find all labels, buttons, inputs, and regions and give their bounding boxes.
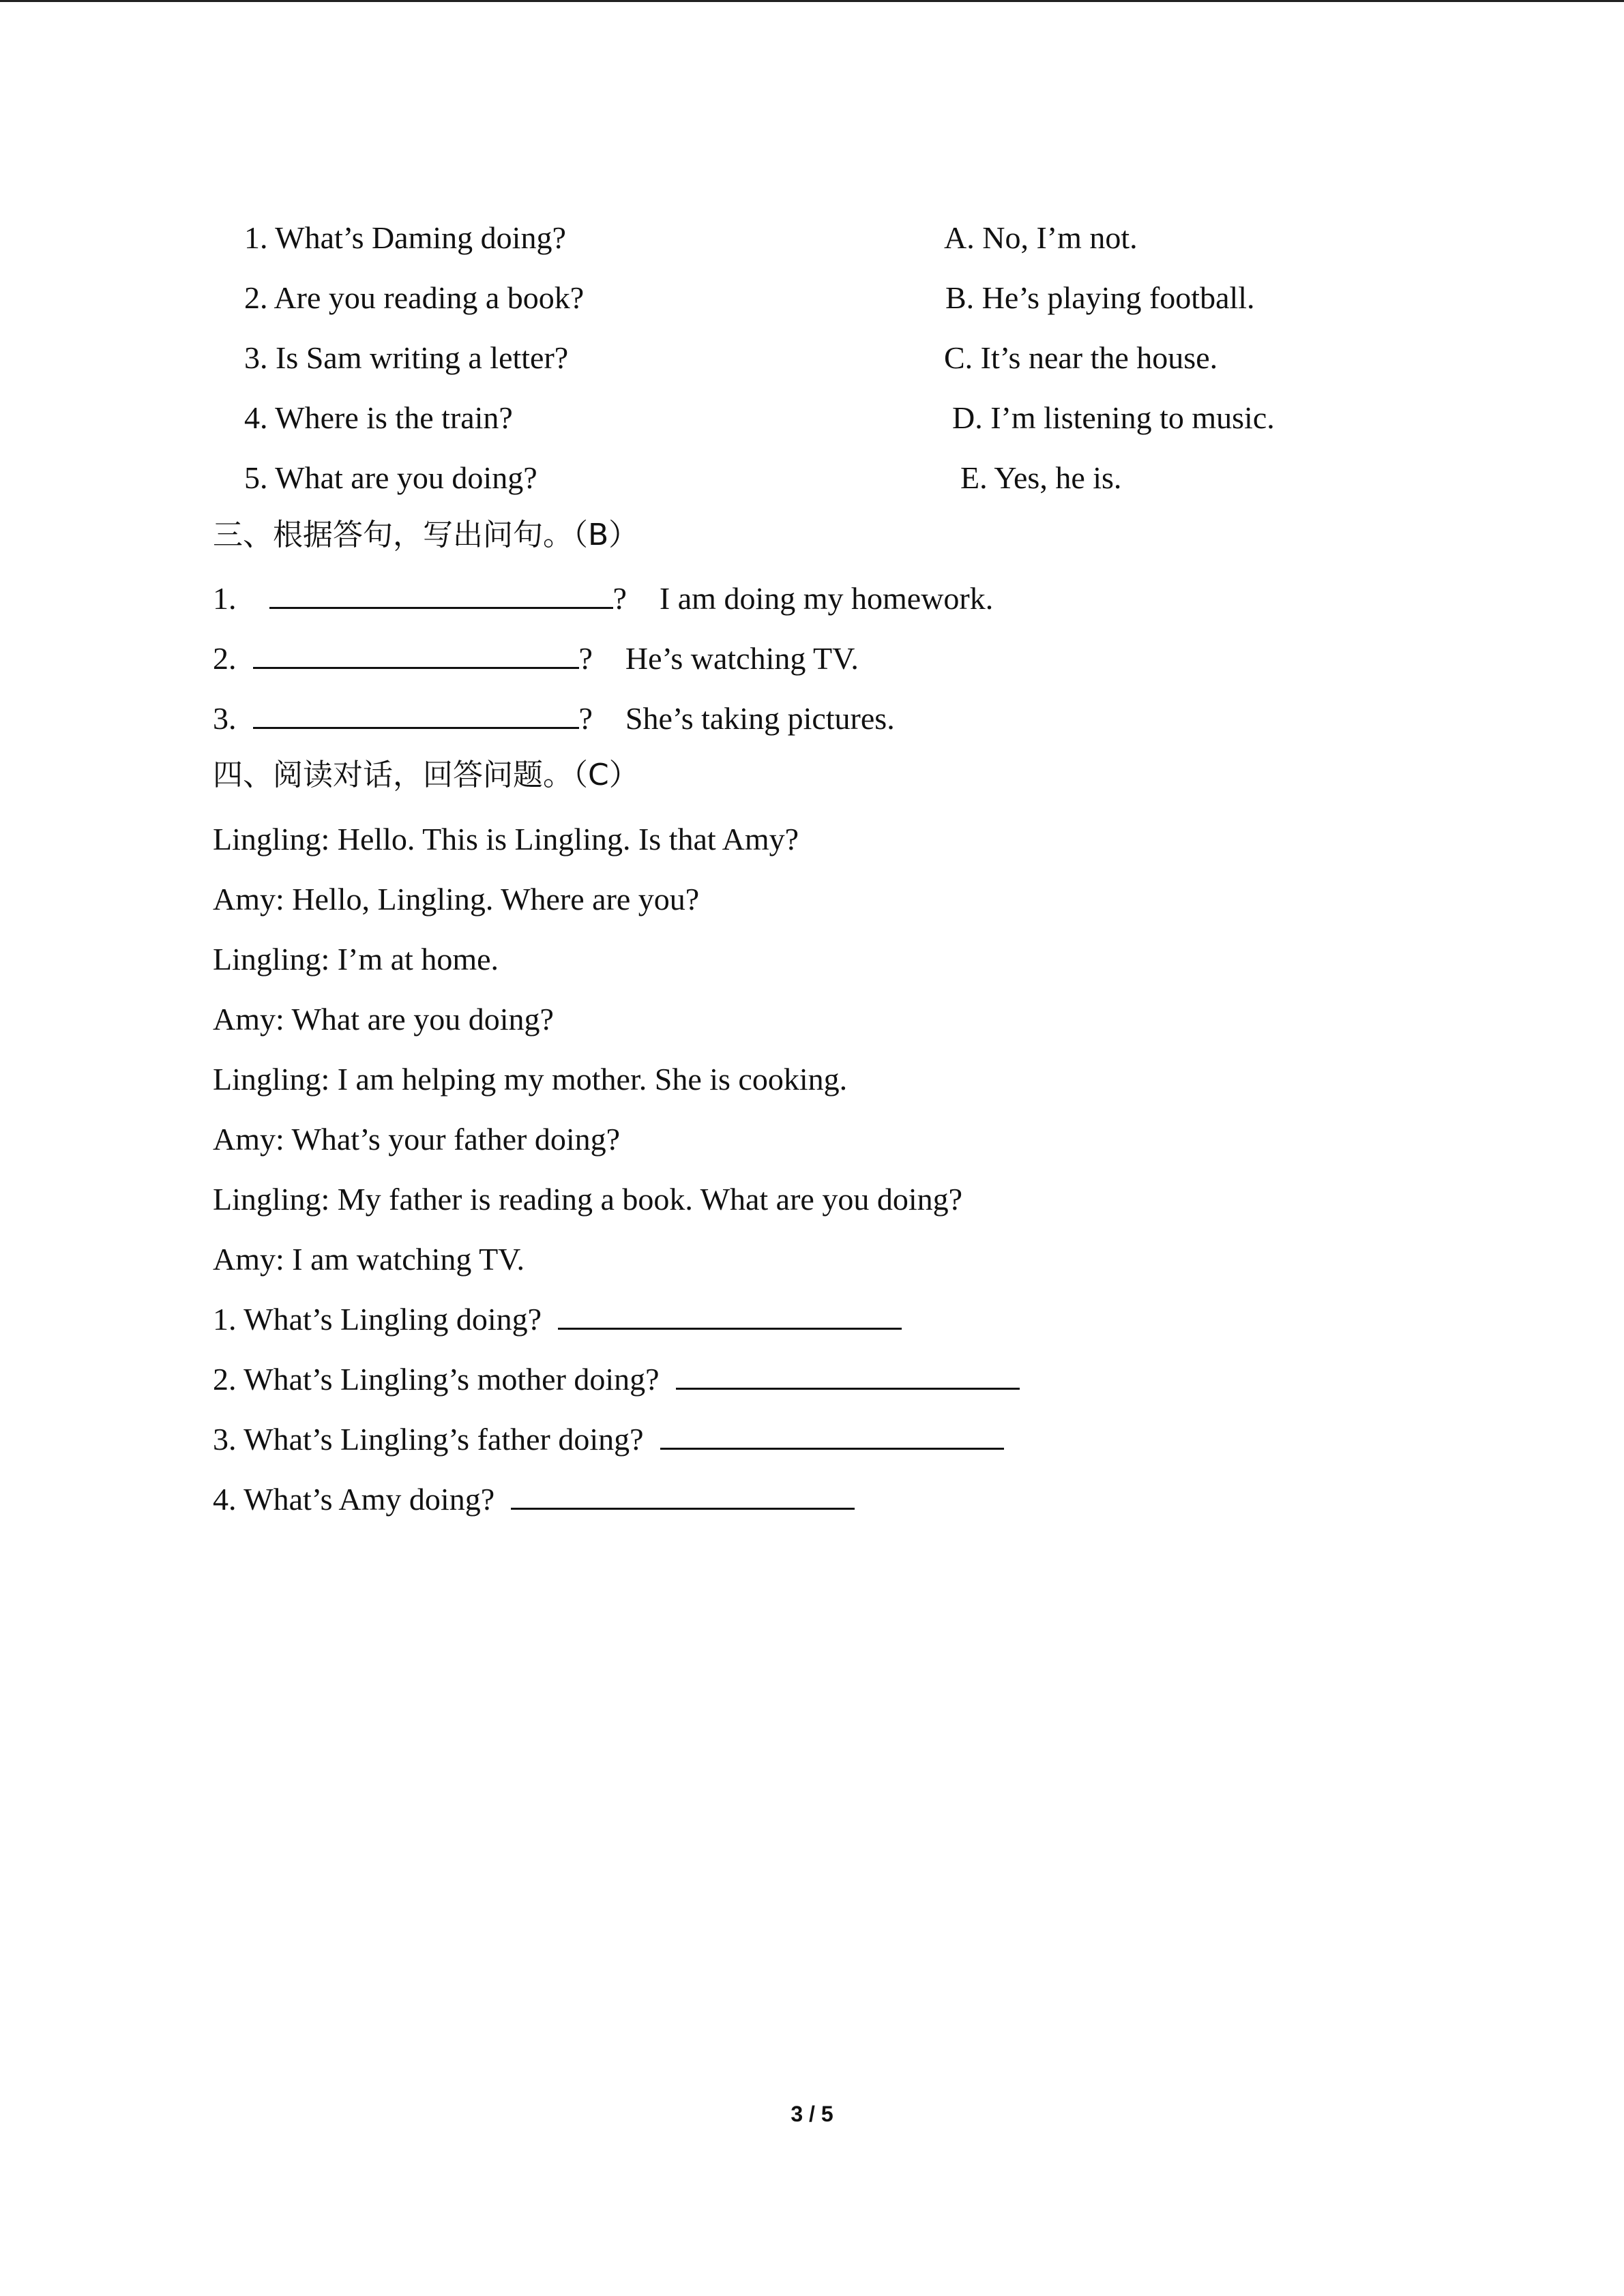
answer-blank[interactable] [269,580,613,609]
dialogue-line-3: Lingling: I’m at home. [213,942,499,976]
matching-question-4: 4. Where is the train? [244,400,513,435]
section4-heading: 四、阅读对话，回答问题。（C） [213,758,639,792]
matching-answer-e: E. Yes, he is. [960,460,1122,495]
matching-answer-d: D. I’m listening to music. [952,400,1275,435]
dialogue-line-7: Lingling: My father is reading a book. What are you doing? [213,1182,963,1217]
given-answer: I am doing my homework. [659,581,994,616]
matching-question-2: 2. Are you reading a book? [244,280,585,315]
question-mark: ? [612,581,627,616]
answer-blank[interactable] [253,640,579,669]
page-number: 3 / 5 [791,2102,833,2126]
comprehension-question-3 [213,1420,1004,1459]
section3-item-1 [213,580,993,618]
dialogue-line-4: Amy: What are you doing? [213,1002,554,1037]
comprehension-question-1 [213,1300,902,1339]
section3-item-3 [213,700,895,738]
matching-question-3: 3. Is Sam writing a letter? [244,340,569,375]
dialogue-line-6: Amy: What’s your father doing? [213,1122,621,1157]
item-number: 2. [213,641,237,676]
matching-answer-a: A. No, I’m not. [944,220,1138,255]
answer-blank[interactable] [511,1480,855,1510]
question-mark: ? [578,641,593,676]
matching-question-5: 5. What are you doing? [244,460,537,495]
answer-blank[interactable] [558,1300,902,1330]
comprehension-question-2 [213,1360,1020,1399]
top-border [0,0,1624,2]
matching-question-1: 1. What’s Daming doing? [244,220,566,255]
comprehension-question-4 [213,1480,855,1519]
item-number: 3. [213,701,237,736]
question-text: 1. What’s Lingling doing? [213,1302,542,1337]
question-mark: ? [578,701,593,736]
matching-answer-b: B. He’s playing football. [945,280,1255,315]
dialogue-line-2: Amy: Hello, Lingling. Where are you? [213,882,700,916]
answer-blank[interactable] [676,1360,1020,1390]
given-answer: He’s watching TV. [625,641,859,676]
section3-item-2 [213,640,859,678]
matching-answer-c: C. It’s near the house. [944,340,1218,375]
answer-blank[interactable] [660,1420,1004,1450]
item-number: 1. [213,581,237,616]
dialogue-line-1: Lingling: Hello. This is Lingling. Is that Amy? [213,822,799,856]
given-answer: She’s taking pictures. [625,701,895,736]
dialogue-line-5: Lingling: I am helping my mother. She is cooking. [213,1062,848,1097]
question-text: 2. What’s Lingling’s mother doing? [213,1362,660,1397]
dialogue-line-8: Amy: I am watching TV. [213,1242,525,1277]
question-text: 4. What’s Amy doing? [213,1482,495,1517]
section3-heading: 三、根据答句，写出问句。（B） [213,518,639,552]
question-text: 3. What’s Lingling’s father doing? [213,1422,644,1457]
answer-blank[interactable] [253,700,579,729]
